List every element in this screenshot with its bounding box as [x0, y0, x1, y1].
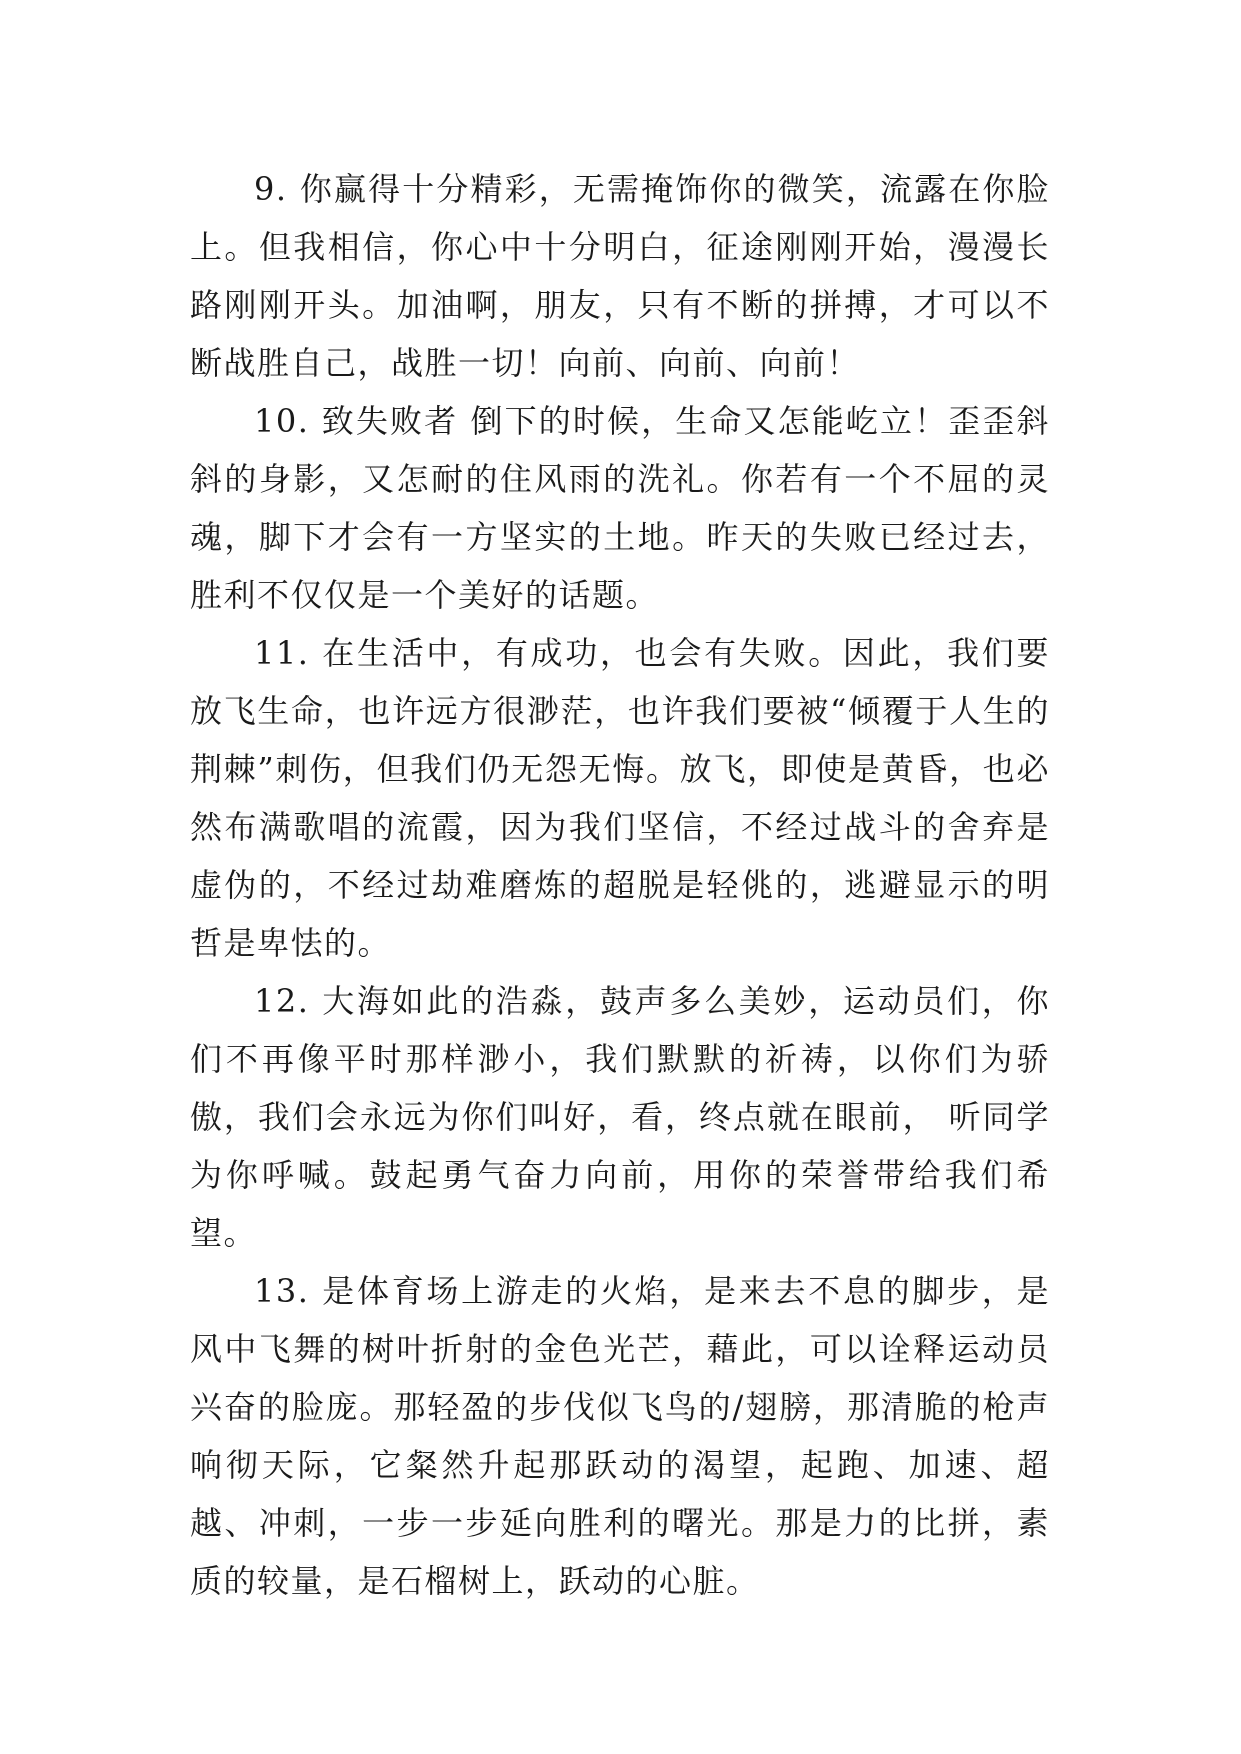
paragraph-9: 9. 你赢得十分精彩，无需掩饰你的微笑，流露在你脸上。但我相信，你心中十分明白，征途刚刚开始，漫漫长路刚刚开头。加油啊，朋友，只有不断的拼搏，才可以不断战胜自己，战胜一切！向前、向前、向前！	[190, 170, 1050, 382]
paragraph-12: 12. 大海如此的浩淼，鼓声多么美妙，运动员们，你们不再像平时那样渺小，我们默默的祈祷，以你们为骄傲，我们会永远为你们叫好，看，终点就在眼前， 听同学为你呼喊。鼓起勇气奋力向前，用你的荣誉带给我们希望。	[190, 982, 1050, 1252]
paragraph-13: 13. 是体育场上游走的火焰，是来去不息的脚步，是风中飞舞的树叶折射的金色光芒，藉此，可以诠释运动员兴奋的脸庞。那轻盈的步伐似飞鸟的/翅膀，那清脆的枪声响彻天际，它粲然升起那跃动的渴望，起跑、加速、超越、冲刺，一步一步延向胜利的曙光。那是力的比拼，素质的较量，是石榴树上，跃动的心脏。	[190, 1272, 1050, 1600]
paragraph-10: 10. 致失败者 倒下的时候，生命又怎能屹立！歪歪斜斜的身影，又怎耐的住风雨的洗礼。你若有一个不屈的灵魂，脚下才会有一方坚实的土地。昨天的失败已经过去，胜利不仅仅是一个美好的话题。	[190, 402, 1050, 614]
paragraph-11: 11. 在生活中，有成功，也会有失败。因此，我们要放飞生命，也许远方很渺茫，也许我们要被“倾覆于人生的荆棘”刺伤，但我们仍无怨无悔。放飞，即使是黄昏，也必然布满歌唱的流霞，因为我们坚信，不经过战斗的舍弃是虚伪的，不经过劫难磨炼的超脱是轻佻的，逃避显示的明哲是卑怯的。	[190, 634, 1050, 962]
document-body	[190, 160, 1050, 1610]
